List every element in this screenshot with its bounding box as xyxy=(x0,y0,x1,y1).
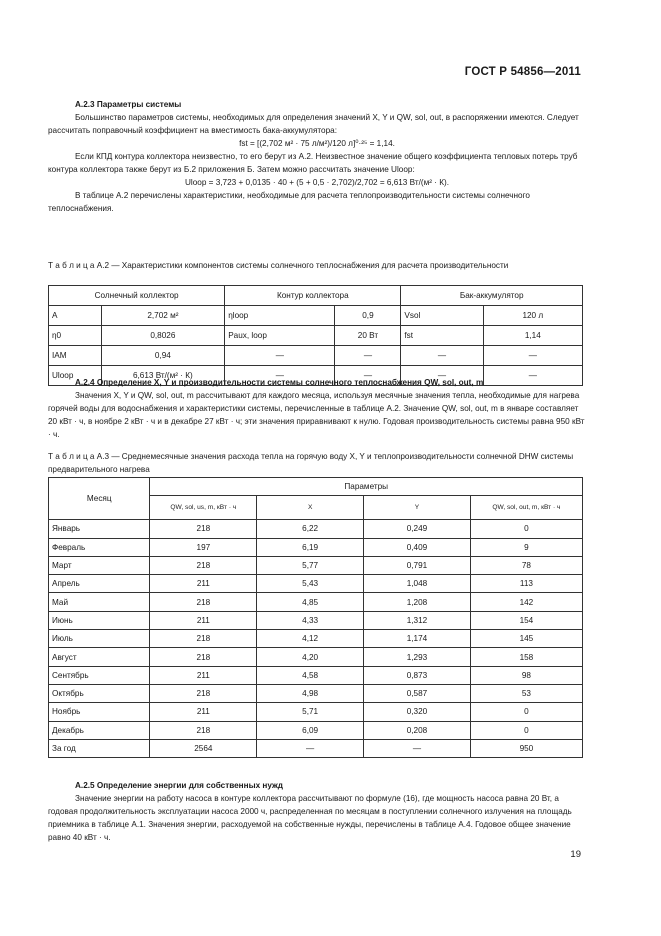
table-row xyxy=(49,520,583,538)
cell: Uloop xyxy=(49,366,102,386)
value-cell: 53 xyxy=(470,684,582,702)
table-row xyxy=(49,630,583,648)
value-cell: 1,312 xyxy=(364,611,471,629)
section-a25 xyxy=(48,779,586,844)
header-params: Параметры xyxy=(150,478,583,496)
header-storage: Бак-аккумулятор xyxy=(401,286,583,306)
subheader-qus: QW, sol, us, m, кВт · ч xyxy=(150,496,257,520)
value-cell: 6,19 xyxy=(257,538,364,556)
value-cell: 98 xyxy=(470,666,582,684)
value-cell: 1,208 xyxy=(364,593,471,611)
cell: — xyxy=(483,346,582,366)
cell: — xyxy=(483,366,582,386)
table-row xyxy=(49,326,583,346)
month-cell: Февраль xyxy=(49,538,150,556)
value-cell: 218 xyxy=(150,593,257,611)
cell: A xyxy=(49,306,102,326)
value-cell: 0,208 xyxy=(364,721,471,739)
table-row xyxy=(49,703,583,721)
table-row xyxy=(49,611,583,629)
value-cell: 0 xyxy=(470,520,582,538)
cell: 1,14 xyxy=(483,326,582,346)
month-cell: Март xyxy=(49,556,150,574)
table-row xyxy=(49,666,583,684)
value-cell: 145 xyxy=(470,630,582,648)
value-cell: 218 xyxy=(150,556,257,574)
value-cell: 1,048 xyxy=(364,575,471,593)
section-a25-p1: Значение энергии на работу насоса в контуре коллектора рассчитывают по формуле (16), где мощность насоса равна 20 Вт, а годовая продолжительность эксплуатации насоса 2000 ч, распределенная по месяцам в поступлении солнечного излучения на площадь приемника в таблице А.1. Значения энергии, расходуемой на собственные нужды, перечислены в таблице А.4. Годовое общее значение равно 40 кВт · ч. xyxy=(48,794,572,842)
table-row xyxy=(49,575,583,593)
cell: — xyxy=(401,346,483,366)
cell: — xyxy=(335,366,401,386)
table-row xyxy=(49,648,583,666)
value-cell: 4,85 xyxy=(257,593,364,611)
table3-caption: Т а б л и ц а А.3 — Среднемесячные значения расхода тепла на горячую воду X, Y и теплопроизводительности солнечной DHW системы предварительного нагрева xyxy=(48,452,574,474)
value-cell: — xyxy=(364,739,471,757)
value-cell: 4,20 xyxy=(257,648,364,666)
value-cell: 218 xyxy=(150,630,257,648)
section-a24-p1: Значения X, Y и QW, sol, out, m рассчитывают для каждого месяца, используя месячные значения тепла, необходимые для нагрева горячей воды для водоснабжения и характеристики системы, перечисленные в таблице А.2. Значение QW, sol, out, m в январе составляет 20 кВт · ч, в ноябре 2 кВт · ч и в декабре 27 кВт · ч; эти значения приравнивают к нулю. Годовая производительность системы равна 950 кВт · ч. xyxy=(48,391,585,439)
table-row xyxy=(49,346,583,366)
value-cell: 0,320 xyxy=(364,703,471,721)
section-a25-title: А.2.5 Определение энергии для собственных нужд xyxy=(75,781,283,790)
formula-uloop: Uloop = 3,723 + 0,0135 · 40 + (5 + 0,5 · 2,702)/2,702 = 6,613 Вт/(м² · К). xyxy=(185,178,449,187)
value-cell: 5,71 xyxy=(257,703,364,721)
value-cell: 5,43 xyxy=(257,575,364,593)
cell: Paux, loop xyxy=(225,326,335,346)
value-cell: 9 xyxy=(470,538,582,556)
table-row xyxy=(49,306,583,326)
month-cell: Май xyxy=(49,593,150,611)
value-cell: 142 xyxy=(470,593,582,611)
table-a2 xyxy=(48,285,583,386)
value-cell: 6,09 xyxy=(257,721,364,739)
section-a24 xyxy=(48,376,586,441)
month-cell: Июнь xyxy=(49,611,150,629)
table-a3-body xyxy=(49,520,583,758)
value-cell: 218 xyxy=(150,684,257,702)
table-a3 xyxy=(48,477,583,758)
month-cell: Июль xyxy=(49,630,150,648)
value-cell: 1,293 xyxy=(364,648,471,666)
value-cell: 78 xyxy=(470,556,582,574)
subheader-y: Y xyxy=(364,496,471,520)
value-cell: 0,791 xyxy=(364,556,471,574)
cell: — xyxy=(225,346,335,366)
value-cell: 0,873 xyxy=(364,666,471,684)
value-cell: 0 xyxy=(470,703,582,721)
month-cell: Ноябрь xyxy=(49,703,150,721)
value-cell: 218 xyxy=(150,648,257,666)
cell: 0,94 xyxy=(101,346,225,366)
section-a23-title: А.2.3 Параметры системы xyxy=(75,100,182,109)
value-cell: 4,58 xyxy=(257,666,364,684)
value-cell: — xyxy=(257,739,364,757)
value-cell: 158 xyxy=(470,648,582,666)
value-cell: 4,33 xyxy=(257,611,364,629)
value-cell: 1,174 xyxy=(364,630,471,648)
standard-header: ГОСТ Р 54856—2011 xyxy=(464,66,581,78)
month-cell: Октябрь xyxy=(49,684,150,702)
cell: 0,8026 xyxy=(101,326,225,346)
cell: ηloop xyxy=(225,306,335,326)
cell: IAM xyxy=(49,346,102,366)
month-cell: За год xyxy=(49,739,150,757)
value-cell: 211 xyxy=(150,575,257,593)
month-cell: Август xyxy=(49,648,150,666)
value-cell: 4,98 xyxy=(257,684,364,702)
formula-fst: fst = [(2,702 м² · 75 л/м²)/120 л]⁰·²⁵ = 1,14. xyxy=(239,139,395,148)
value-cell: 0,587 xyxy=(364,684,471,702)
cell: 20 Вт xyxy=(335,326,401,346)
section-a23 xyxy=(48,98,586,215)
section-a23-p2: Если КПД контура коллектора неизвестно, то его берут из А.2. Неизвестное значение общего коэффициента тепловых потерь труб контура коллектора также берут из Б.2 приложения Б. Затем можно рассчитать значение Uloop: xyxy=(48,152,578,174)
table-header-row xyxy=(49,286,583,306)
header-collector: Солнечный коллектор xyxy=(49,286,225,306)
table-row xyxy=(49,739,583,757)
cell: η0 xyxy=(49,326,102,346)
section-a23-p1: Большинство параметров системы, необходимых для определения значений X, Y и QW, sol, out, в распоряжении имеются. Следует рассчитать поправочный коэффициент на вместимость бака-аккумулятора: xyxy=(48,113,579,135)
cell: 0,9 xyxy=(335,306,401,326)
value-cell: 950 xyxy=(470,739,582,757)
value-cell: 5,77 xyxy=(257,556,364,574)
month-cell: Апрель xyxy=(49,575,150,593)
value-cell: 154 xyxy=(470,611,582,629)
table-header-row xyxy=(49,478,583,496)
table-row xyxy=(49,684,583,702)
cell: — xyxy=(335,346,401,366)
cell: 120 л xyxy=(483,306,582,326)
value-cell: 211 xyxy=(150,611,257,629)
cell: — xyxy=(401,366,483,386)
month-cell: Январь xyxy=(49,520,150,538)
cell: 2,702 м² xyxy=(101,306,225,326)
month-cell: Сентябрь xyxy=(49,666,150,684)
cell: Vsol xyxy=(401,306,483,326)
header-loop: Контур коллектора xyxy=(225,286,401,306)
value-cell: 6,22 xyxy=(257,520,364,538)
cell: fst xyxy=(401,326,483,346)
value-cell: 113 xyxy=(470,575,582,593)
value-cell: 2564 xyxy=(150,739,257,757)
table-row xyxy=(49,593,583,611)
value-cell: 211 xyxy=(150,703,257,721)
section-a24-title: А.2.4 Определение X, Y и производительности системы солнечного теплоснабжения QW, sol, out, m xyxy=(75,378,484,387)
subheader-x: X xyxy=(257,496,364,520)
table-row xyxy=(49,538,583,556)
month-cell: Декабрь xyxy=(49,721,150,739)
value-cell: 218 xyxy=(150,520,257,538)
cell: 6,613 Вт/(м² · К) xyxy=(101,366,225,386)
section-a23-p3: В таблице А.2 перечислены характеристики, необходимые для расчета теплопроизводительности системы солнечного теплоснабжения. xyxy=(48,191,530,213)
table-row xyxy=(49,721,583,739)
value-cell: 197 xyxy=(150,538,257,556)
header-month: Месяц xyxy=(49,478,150,520)
value-cell: 0 xyxy=(470,721,582,739)
cell: — xyxy=(225,366,335,386)
value-cell: 4,12 xyxy=(257,630,364,648)
table-row xyxy=(49,556,583,574)
page-number: 19 xyxy=(570,849,581,860)
value-cell: 218 xyxy=(150,721,257,739)
value-cell: 0,409 xyxy=(364,538,471,556)
subheader-qout: QW, sol, out, m, кВт · ч xyxy=(470,496,582,520)
value-cell: 0,249 xyxy=(364,520,471,538)
table2-caption: Т а б л и ц а А.2 — Характеристики компонентов системы солнечного теплоснабжения для расчета производительности xyxy=(48,261,509,270)
value-cell: 211 xyxy=(150,666,257,684)
